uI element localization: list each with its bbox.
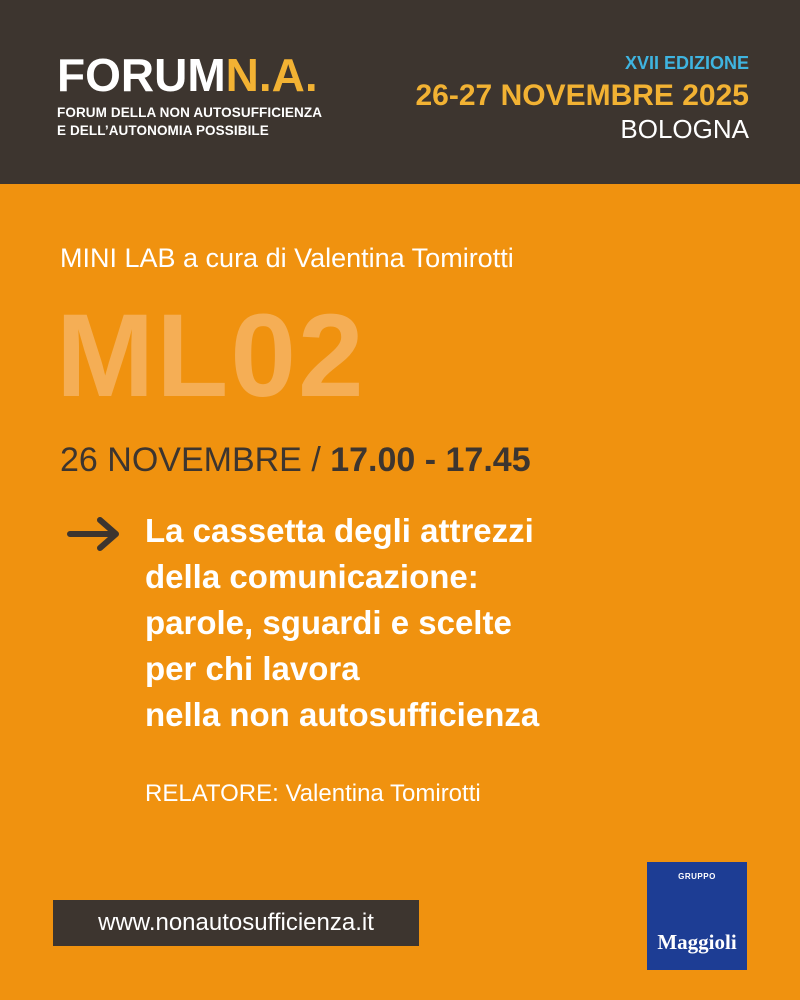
logo-group-label: GRUPPO: [678, 872, 716, 881]
arrow-right-icon: [66, 516, 124, 552]
brand-accent: N.A.: [225, 49, 318, 101]
session-time: 17.00 - 17.45: [330, 441, 531, 479]
event-dates: 26-27 NOVEMBRE 2025: [415, 79, 749, 112]
header-band: [0, 0, 800, 184]
session-title-line: parole, sguardi e scelte: [145, 604, 512, 641]
brand-title: [57, 49, 322, 101]
session-title-line: La cassetta degli attrezzi: [145, 512, 534, 549]
session-title-line: per chi lavora: [145, 650, 360, 687]
brand-main: FORUM: [57, 49, 226, 101]
session-date: 26 NOVEMBRE: [60, 441, 302, 479]
session-when: [60, 438, 531, 482]
website-link[interactable]: www.nonautosufficienza.it: [98, 909, 374, 936]
logo-name: Maggioli: [657, 930, 737, 954]
maggioli-logo: [647, 862, 747, 970]
session-title-line: nella non autosufficienza: [145, 696, 540, 733]
brand-subtitle: [57, 104, 322, 140]
minilab-label: MINI LAB a cura di Valentina Tomirotti: [60, 243, 514, 273]
event-city: BOLOGNA: [620, 114, 749, 144]
session-separator: /: [311, 441, 321, 479]
brand-subtitle-line2: E DELL’AUTONOMIA POSSIBILE: [57, 123, 269, 138]
speaker-label: RELATORE: Valentina Tomirotti: [145, 780, 481, 807]
brand-subtitle-line1: FORUM DELLA NON AUTOSUFFICIENZA: [57, 105, 323, 120]
session-title: [145, 508, 765, 738]
edition-label: XVII EDIZIONE: [624, 53, 749, 73]
event-info: [416, 52, 750, 144]
website-box[interactable]: [53, 900, 419, 946]
session-title-line: della comunicazione:: [145, 558, 479, 595]
session-code: ML02: [56, 290, 366, 422]
forum-logo: [57, 49, 323, 140]
